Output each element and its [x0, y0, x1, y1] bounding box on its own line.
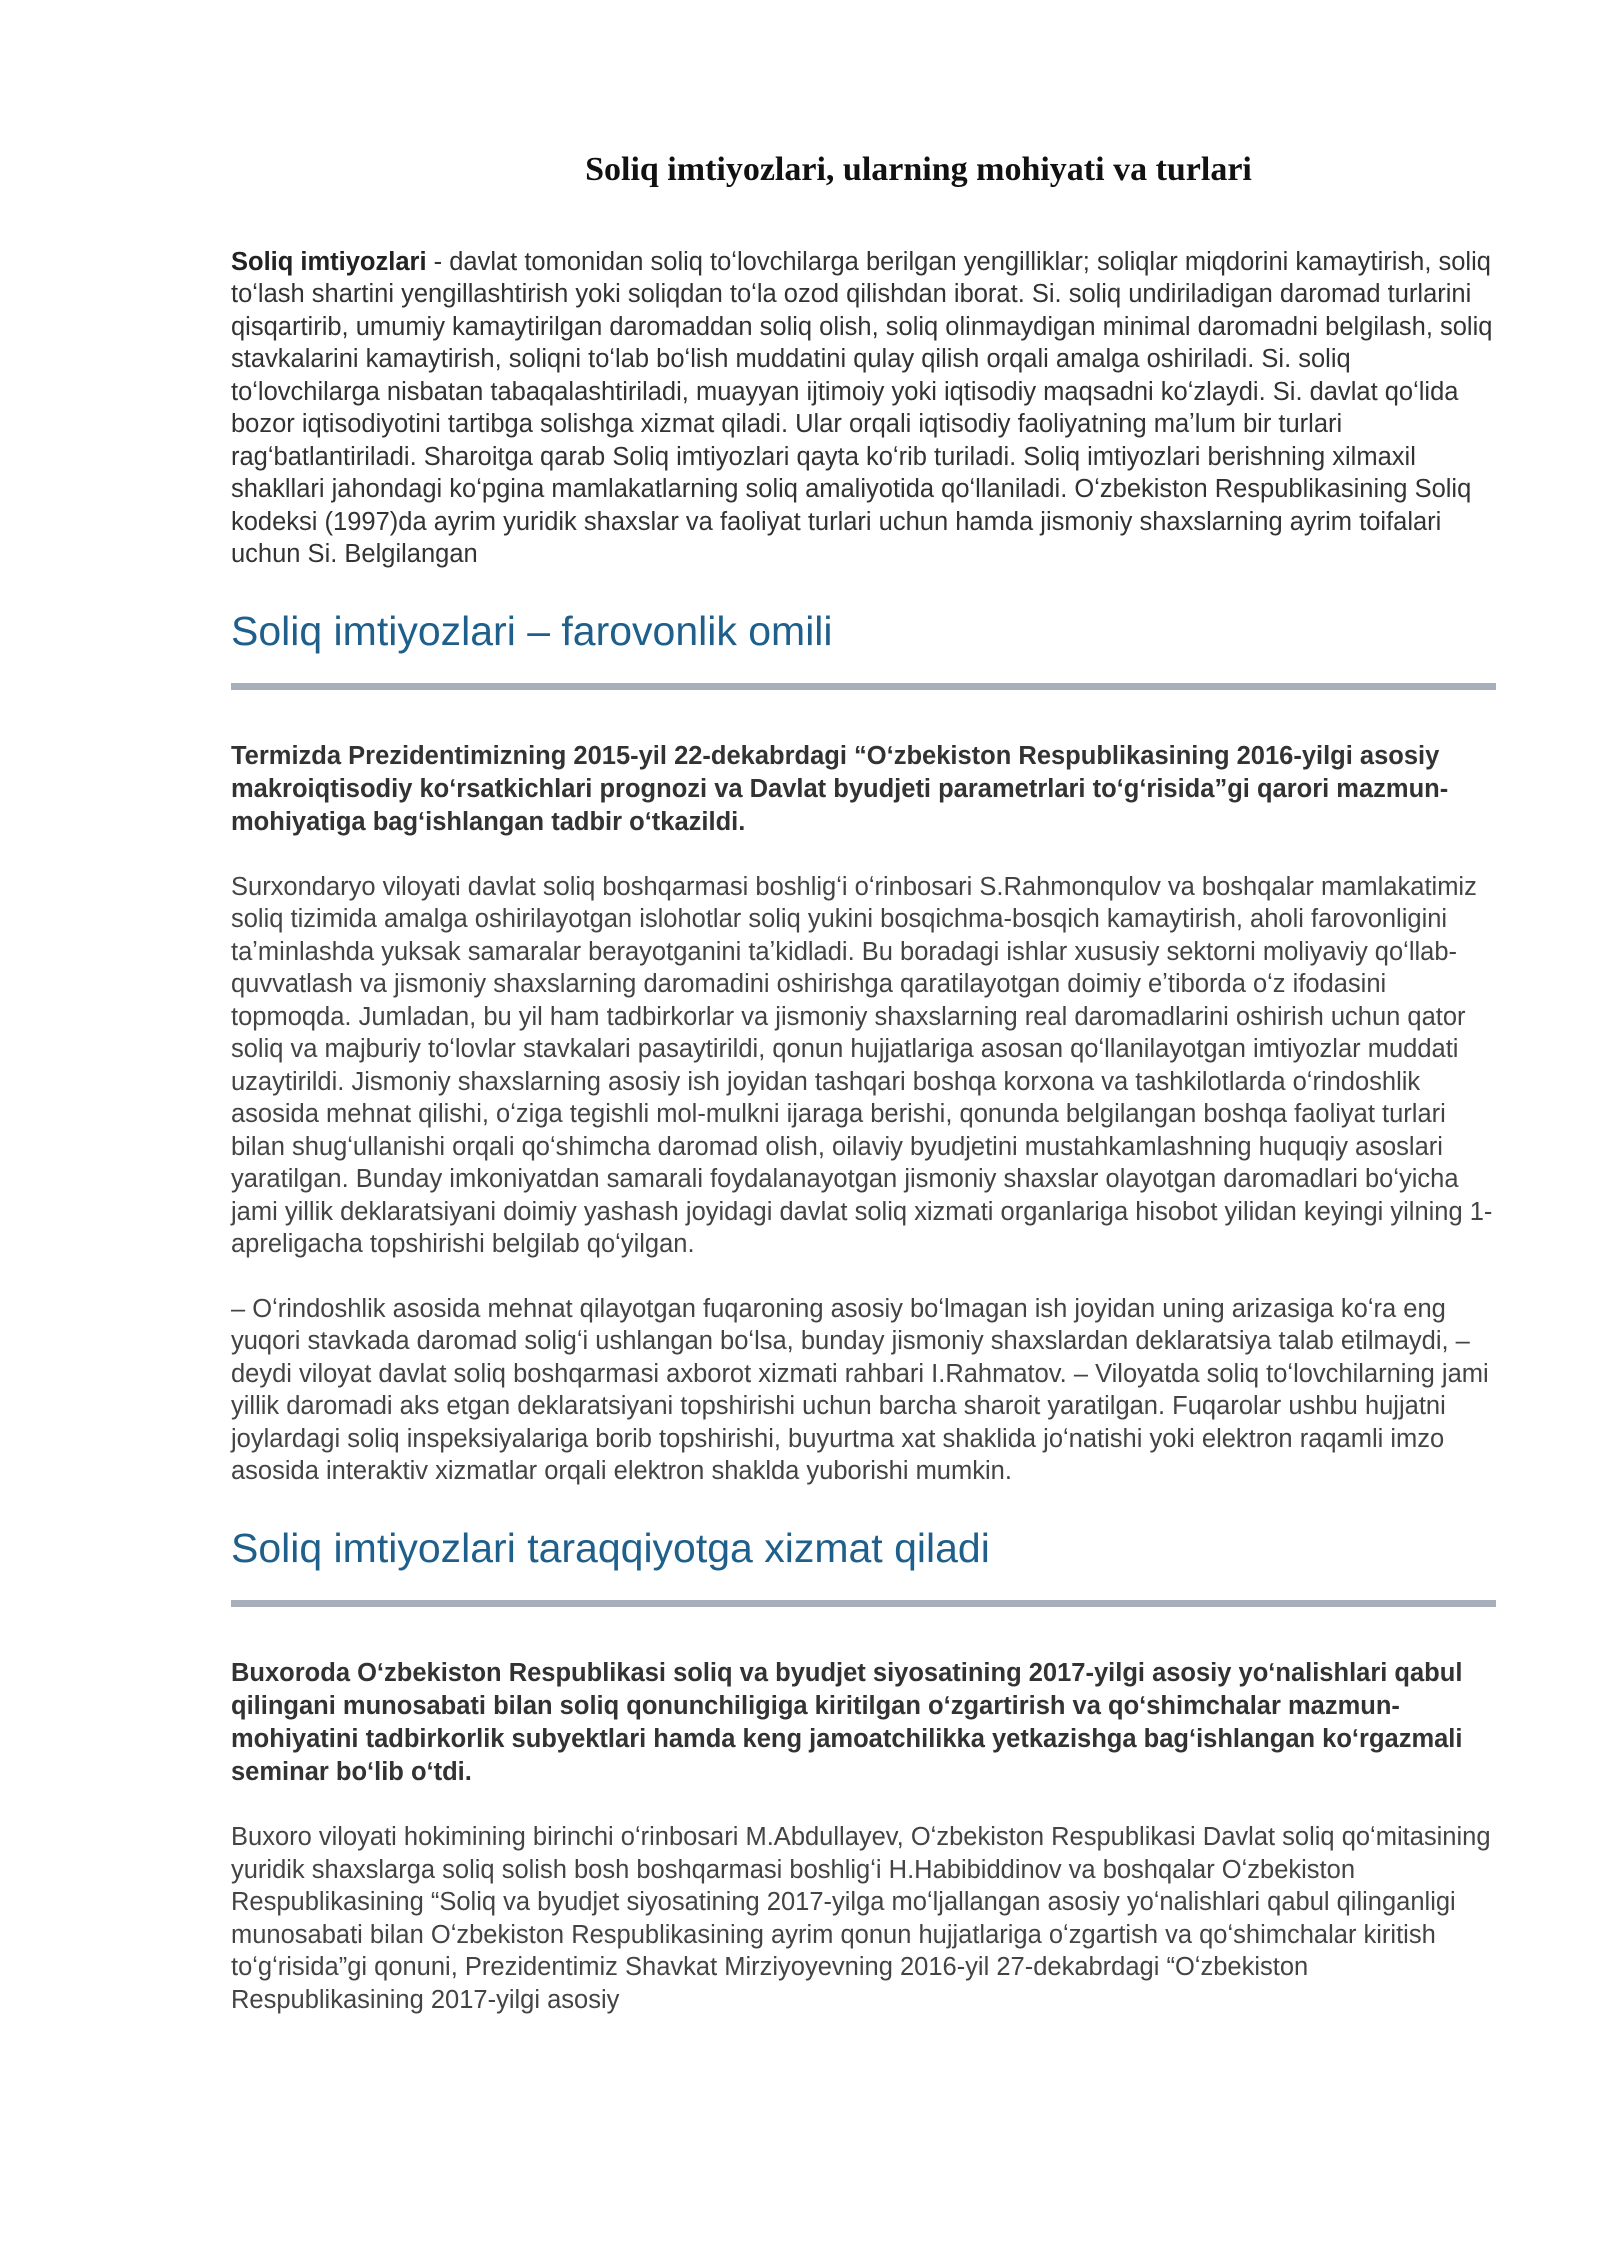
intro-lead-term: Soliq imtiyozlari — [231, 247, 427, 276]
document-title: Soliq imtiyozlari, ularning mohiyati va turlari — [585, 151, 1252, 188]
section-body-paragraph: Surxondaryo viloyati davlat soliq boshqarmasi boshligʻi oʻrinbosari S.Rahmonqulov va boshqalar mamlakatimiz soliq tizimida amalga oshirilayotgan islohotlar soliq yukini bosqichma-bosqich kamaytirish, aholi farovonligini taʼminlashda yuksak samaralar berayotganini taʼkidladi. Bu boradagi ishlar xususiy sektorni moliyaviy qoʻllab-quvvatlash va jismoniy shaxslarning daromadini oshirishga qaratilayotgan doimiy eʼtiborda oʻz ifodasini topmoqda. Jumladan, bu yil ham tadbirkorlar va jismoniy shaxslarning real daromadlarini oshirish uchun qator soliq va majburiy toʻlovlar stavkalari pasaytirildi, qonun hujjatlariga asosan qoʻllanilayotgan imtiyozlar muddati uzaytirildi. Jismoniy shaxslarning asosiy ish joyidan tashqari boshqa korxona va tashkilotlarda oʻrindoshlik asosida mehnat qilishi, oʻziga tegishli mol-mulkni ijaraga berishi, qonunda belgilangan boshqa faoliyat turlari bilan shugʻullanishi orqali qoʻshimcha daromad olish, oilaviy byudjetini mustahkamlashning huquqiy asoslari yaratilgan. Bunday imkoniyatdan samarali foydalanayotgan jismoniy shaxslar olayotgan daromadlari boʻyicha jami yillik deklaratsiyani doimiy yashash joyidagi davlat soliq xizmati organlariga hisobot yilidan keyingi yilning 1-apreligacha topshirishi belgilab qoʻyilgan. — [231, 872, 1493, 1259]
intro-paragraph — [231, 246, 1496, 571]
section-lead-paragraph: Termizda Prezidentimizning 2015-yil 22-dekabrdagi “Oʻzbekiston Respublikasining 2016-yilgi asosiy makroiqtisodiy koʻrsatkichlari prognozi va Davlat byudjeti parametrlari toʻgʻrisida”gi qarori mazmun-mohiyatiga bagʻishlangan tadbir oʻtkazildi. — [231, 741, 1449, 836]
section-body-paragraph: Buxoro viloyati hokimining birinchi oʻrinbosari M.Abdullayev, Oʻzbekiston Respublikasi Davlat soliq qoʻmitasining yuridik shaxslarga soliq solish bosh boshqarmasi boshligʻi H.Habibiddinov va boshqalar Oʻzbekiston Respublikasining “Soliq va byudjet siyosatining 2017-yilga moʻljallangan asosiy yoʻnalishlari qabul qilinganligi munosabati bilan Oʻzbekiston Respublikasining ayrim qonun hujjatlariga oʻzgartish va qoʻshimchalar kiritish toʻgʻrisida”gi qonuni, Prezidentimiz Shavkat Mirziyoyevning 2016-yil 27-dekabrdagi “Oʻzbekiston Respublikasining 2017-yilgi asosiy — [231, 1823, 1491, 2014]
section-body-paragraph: – Oʻrindoshlik asosida mehnat qilayotgan fuqaroning asosiy boʻlmagan ish joyidan uning arizasiga koʻra eng yuqori stavkada daromad soligʻi ushlangan boʻlsa, bunday jismoniy shaxslardan deklaratsiya talab etilmaydi, – deydi viloyat davlat soliq boshqarmasi axborot xizmati rahbari I.Rahmatov. – Viloyatda soliq toʻlovchilarning jami yillik daromadi aks etgan deklaratsiyani topshirishi uchun barcha sharoit yaratilgan. Fuqarolar ushbu hujjatni joylardagi soliq inspeksiyalariga borib topshirishi, buyurtma xat shaklida joʻnatishi yoki elektron raqamli imzo asosida interaktiv xizmatlar orqali elektron shakldа yuborishi mumkin. — [231, 1294, 1489, 1486]
section-heading-taraqqiyot: Soliq imtiyozlari taraqqiyotga xizmat qiladi — [231, 1524, 990, 1571]
section-divider — [231, 683, 1496, 690]
section-divider — [231, 1600, 1496, 1607]
section-heading-farovonlik: Soliq imtiyozlari – farovonlik omili — [231, 607, 833, 654]
document-page — [231, 150, 1496, 2016]
section-lead-paragraph: Buxoroda Oʻzbekiston Respublikasi soliq va byudjet siyosatining 2017-yilgi asosiy yoʻnalishlari qabul qilingani munosabati bilan soliq qonunchiligiga kiritilgan oʻzgartirish va qoʻshimchalar mazmun-mohiyatini tadbirkorlik subyektlari hamda keng jamoatchilikka yetkazishga bagʻishlangan koʻrgazmali seminar boʻlib oʻtdi. — [231, 1659, 1463, 1787]
intro-text: - davlat tomonidan soliq toʻlovchilarga berilgan yengilliklar; soliqlar miqdorini kamaytirish, soliq toʻlash shartini yengillashtirish yoki soliqdan toʻla ozod qilishdan iborat. Si. soliq undiriladigan daromad turlarini qisqartirib, umumiy kamaytirilgan daromaddan soliq olish, soliq olinmaydigan minimal daromadni belgilash, soliq stavkalarini kamaytirish, soliqni toʻlab boʻlish muddatini qulay qilish orqali amalga oshiriladi. Si. soliq toʻlovchilarga nisbatan tabaqalashtiriladi, muayyan ijtimoiy yoki iqtisodiy maqsadni koʻzlaydi. Si. davlat qoʻlida bozor iqtisodiyotini tartibga solishga xizmat qiladi. Ular orqali iqtisodiy faoliyatning maʼlum bir turlari ragʻbatlantiriladi. Sharoitga qarab Soliq imtiyozlari qayta koʻrib turiladi. Soliq imtiyozlari berishning xilmaxil shakllari jahondagi koʻpgina mamlakatlarning soliq amaliyotida qoʻllaniladi. Oʻzbekiston Respublikasining Soliq kodeksi (1997)da ayrim yuridik shaxslar va faoliyat turlari uchun hamda jismoniy shaxslarning ayrim toifalari uchun Si. Belgilangan — [231, 247, 1493, 569]
